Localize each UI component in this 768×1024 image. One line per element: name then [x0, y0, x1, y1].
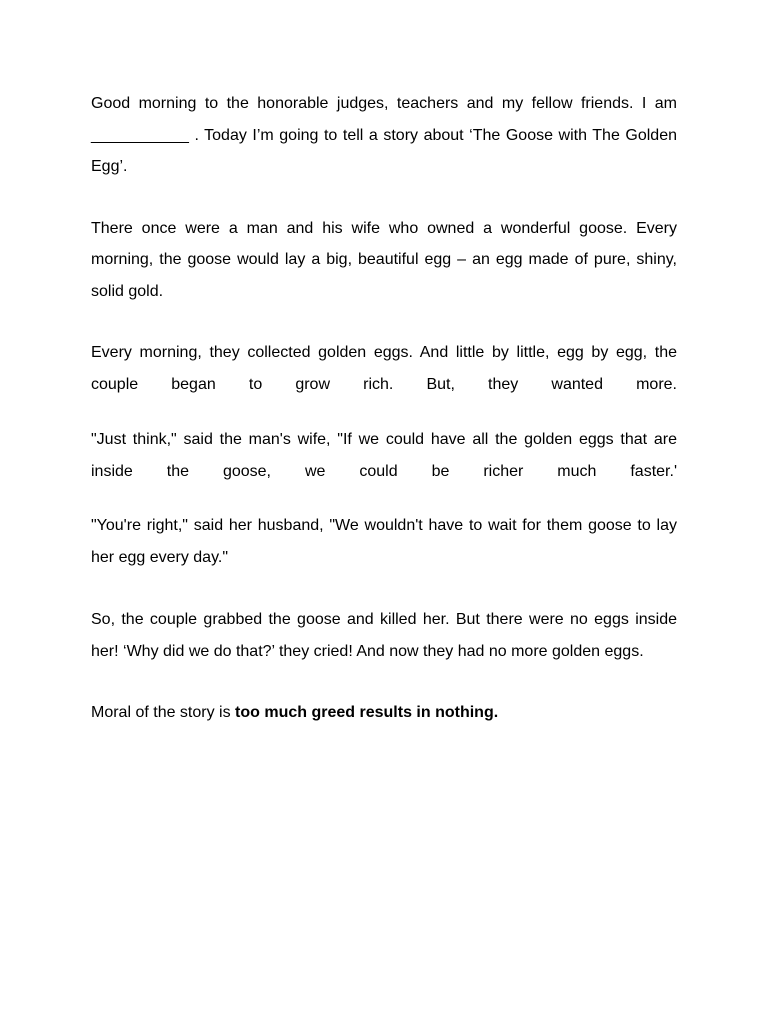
paragraph-moral [91, 697, 677, 729]
paragraph-ending: So, the couple grabbed the goose and killed her. But there were no eggs inside her! ‘Why did we do that?’ they cried! And now they had no more golden eggs. [91, 611, 677, 660]
moral-emphasis: too much greed results in nothing. [235, 704, 499, 721]
paragraph-goose-description: There once were a man and his wife who owned a wonderful goose. Every morning, the goose would lay a big, beautiful egg – an egg made of pure, shiny, solid gold. [91, 219, 677, 300]
moral-prefix: Moral of the story is [91, 704, 236, 721]
paragraph-introduction: Good morning to the honorable judges, teachers and my fellow friends. I am ___________ . Today I’m going to tell a story about ‘The Goose with The Golden Egg’. [91, 95, 677, 175]
paragraph-husband-speech: "You're right," said her husband, "We wouldn't have to wait for them goose to lay her egg every day." [91, 517, 677, 566]
paragraph-wife-speech: "Just think," said the man's wife, "If we could have all the golden eggs that are inside the goose, we could be richer much faster.' [91, 431, 677, 480]
paragraph-collecting-eggs: Every morning, they collected golden eggs. And little by little, egg by egg, the couple began to grow rich. But, they wanted more. [91, 344, 677, 393]
document-page [91, 88, 677, 729]
